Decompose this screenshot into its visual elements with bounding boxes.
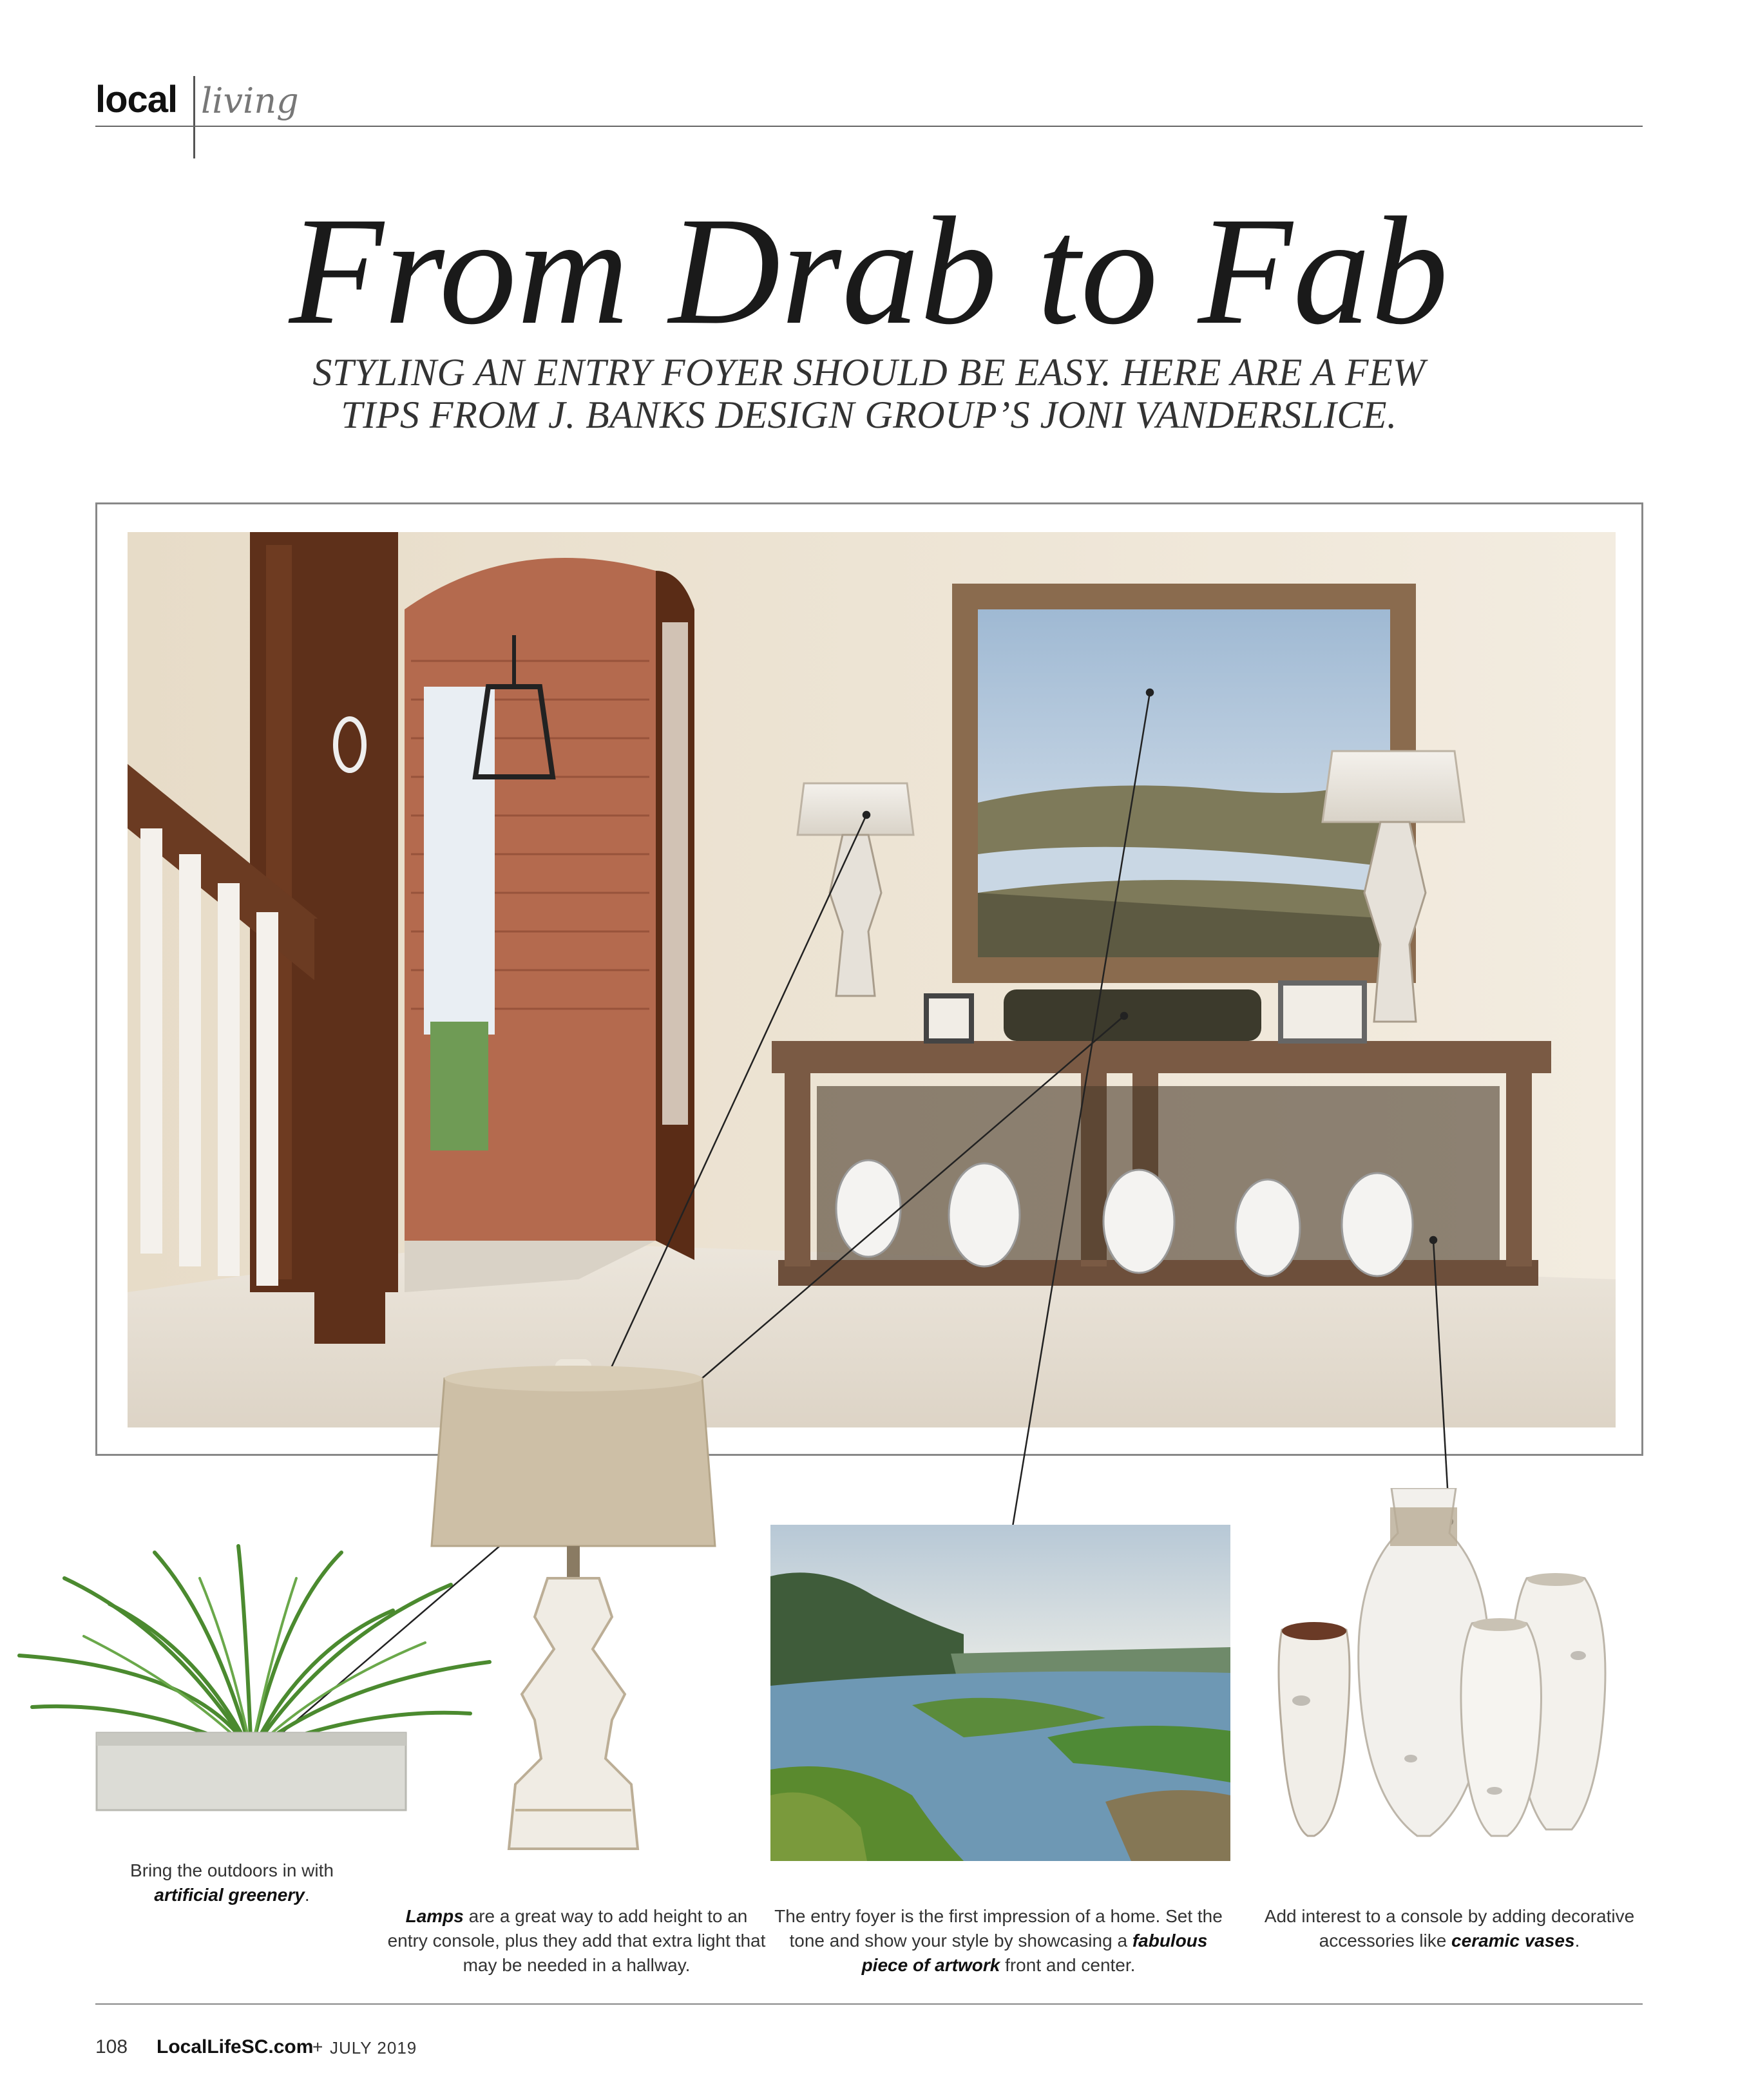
caption-greenery-highlight: artificial greenery xyxy=(154,1885,305,1905)
marsh-painting-product xyxy=(770,1525,1230,1861)
footer-issue-date: JULY 2019 xyxy=(330,2038,417,2057)
deck-line-1: STYLING AN ENTRY FOYER SHOULD BE EASY. HERE ARE A FEW xyxy=(312,351,1426,394)
caption-lamps-highlight: Lamps xyxy=(405,1906,464,1926)
ceramic-vases-product xyxy=(1275,1488,1636,1849)
caption-artwork-text: The entry foyer is the first impression of a home. Set the tone and show your style by showcasing a xyxy=(774,1906,1223,1951)
caption-artwork-end: front and center. xyxy=(1000,1955,1136,1975)
caption-vases-text: Add interest to a console by adding decorative accessories like xyxy=(1264,1906,1635,1951)
footer-separator: + xyxy=(312,2037,323,2057)
caption-greenery-end: . xyxy=(304,1885,310,1905)
artwork-leader-dot-start xyxy=(1147,689,1153,696)
caption-lamps xyxy=(383,1904,770,1978)
page-number: 108 xyxy=(95,2036,128,2057)
caption-lamps-text: are a great way to add height to an entry console, plus they add that extra light that may be needed in a hallway. xyxy=(387,1906,766,1975)
caption-vases-highlight: ceramic vases xyxy=(1451,1931,1575,1951)
lamp-leader-dot-start xyxy=(863,812,870,818)
caption-artwork-highlight: fabulous piece of artwork xyxy=(861,1931,1208,1975)
subsection-label: living xyxy=(201,81,299,121)
caption-greenery xyxy=(97,1858,367,1907)
greenery-leader-dot-start xyxy=(1121,1013,1127,1019)
deck-line-2: TIPS FROM J. BANKS DESIGN GROUP’S JONI VANDERSLICE. xyxy=(341,394,1397,436)
greenery-leader-line-upper xyxy=(696,1016,1124,1384)
article-title: From Drab to Fab xyxy=(289,185,1449,356)
caption-vases-end: . xyxy=(1574,1931,1580,1951)
caption-artwork xyxy=(767,1904,1230,1978)
vases-leader-line xyxy=(1433,1240,1449,1522)
footer-rule xyxy=(95,2003,1643,2005)
artwork-leader-line xyxy=(1002,692,1150,1593)
table-lamp-product xyxy=(419,1359,728,1862)
vases-leader-dot-start xyxy=(1430,1237,1437,1243)
section-label: local xyxy=(95,79,178,120)
caption-vases xyxy=(1256,1904,1643,1953)
caption-greenery-text: Bring the outdoors in with xyxy=(130,1860,334,1880)
lamp-leader-line xyxy=(572,815,866,1453)
footer-site-link[interactable]: LocalLifeSC.com xyxy=(157,2036,314,2057)
